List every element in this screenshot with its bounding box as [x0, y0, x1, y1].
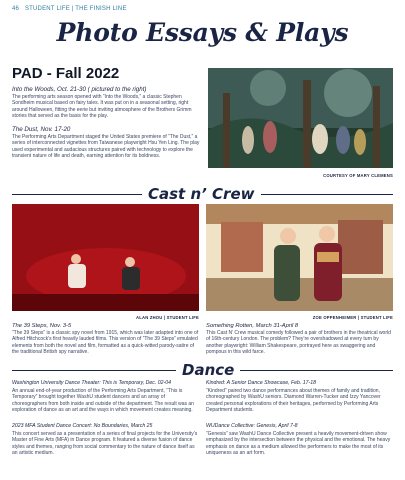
dance4-title: WUDance Collective: Genesis, April 7-8: [206, 423, 298, 429]
something-rotten-photo: [206, 204, 393, 311]
rotten-title: Something Rotten, March 31-April 8: [206, 323, 299, 329]
dance1-title: Washington University Dance Theater: This is Temporary, Dec. 02-04: [12, 380, 172, 386]
39-steps-photo: [12, 204, 199, 311]
steps-body: “The 39 Steps” is a classic spy novel from 1915, which was later adapted into one of Alfred Hitchcock’s first heavily lauded films. This version of “The 39 Steps” emulated elements from both the novel and film, formatted as a quick-witted parody-satire of the traditional British spy narrative.: [12, 330, 199, 355]
dance2-title: Kindred: A Senior Dance Showcase, Feb. 17-18: [206, 380, 317, 386]
woods-title: Into the Woods, Oct. 21-30 ( pictured to the right): [12, 86, 147, 93]
dance4-body: “Genesis” saw WashU Dance Collective present a heavily movement-driven show emphasized by the intersection between the physical and the emotional. The heavy emphasis on dance as a medium allowed the performers to make the most of its uniqueness as an art form.: [206, 431, 391, 456]
rotten-photo-credit: ZOE OPPENHEIMER | STUDENT LIFE: [312, 315, 393, 320]
woods-body: The performing arts season opened with “Into the Woods,” a classic Stephen Sondheim musical based on fairy tales. It was put on in a seasonal setting, right around Halloween, fitting the eerie but inviting atmosphere of the Brothers Grimm stories that served as the basis for the play.: [12, 94, 192, 119]
section-label: STUDENT LIFE | THE FINISH LINE: [24, 6, 127, 12]
page-title: Photo Essays & Plays: [56, 18, 349, 47]
dance1-body: An annual end-of-year production of the Performing Arts Department, “This is Temporary” brought together WashU student dancers and an array of choreographers from both inside and outside of the department. The result was an exploration of dance as an art and the ways in which movement creates meaning.: [12, 388, 194, 413]
page-number: 46: [12, 6, 20, 12]
dance3-title: 2023 MFA Student Dance Concert: No Boundaries, March 25: [12, 423, 153, 429]
dust-title: The Dust, Nov. 17-20: [12, 126, 71, 133]
steps-title: The 39 Steps, Nov. 3-5: [12, 323, 72, 329]
into-the-woods-photo: [208, 68, 393, 168]
dance2-body: “Kindred” paired two dance performances about themes of family and tradition, choreographed by WashU seniors. Diamond Warren-Tucker and Izzy Yancover created personal explorations of their heritages, performed by Performing Arts Department students.: [206, 388, 381, 413]
rotten-body: This Cast N’ Crew musical comedy followed a pair of brothers in the theatrical world of 16th-century London. The problem? They’re overshadowed at every turn by another playwright: William Shakespeare, portrayed here as swaggering and pompous in this wild farce.: [206, 330, 391, 355]
dance-heading: Dance: [176, 361, 240, 379]
dust-body: The Performing Arts Department staged the United States premiere of “The Dust,” a series of interconnected vignettes from Taiwanese playwright Hsu Yen Ling. The play used experimental and audacious structures paired with technology to explore the transient nature of life and death, earning attention for its boldness.: [12, 134, 200, 159]
dance3-body: This concert served as a presentation of a series of final projects for the University’s Master of Fine Arts (MFA) in Dance program. It featured a diverse fusion of dance styles and themes, ranging from social commentary to the nature of dance itself as an artistic medium.: [12, 431, 198, 456]
woods-photo-credit: COURTESY OF MARY CLEMENS: [323, 173, 393, 178]
cast-heading: Cast n’ Crew: [142, 185, 261, 203]
steps-photo-credit: ALAN ZHOU | STUDENT LIFE: [136, 315, 199, 320]
pad-heading: PAD - Fall 2022: [12, 65, 120, 82]
page-header: [12, 6, 127, 12]
